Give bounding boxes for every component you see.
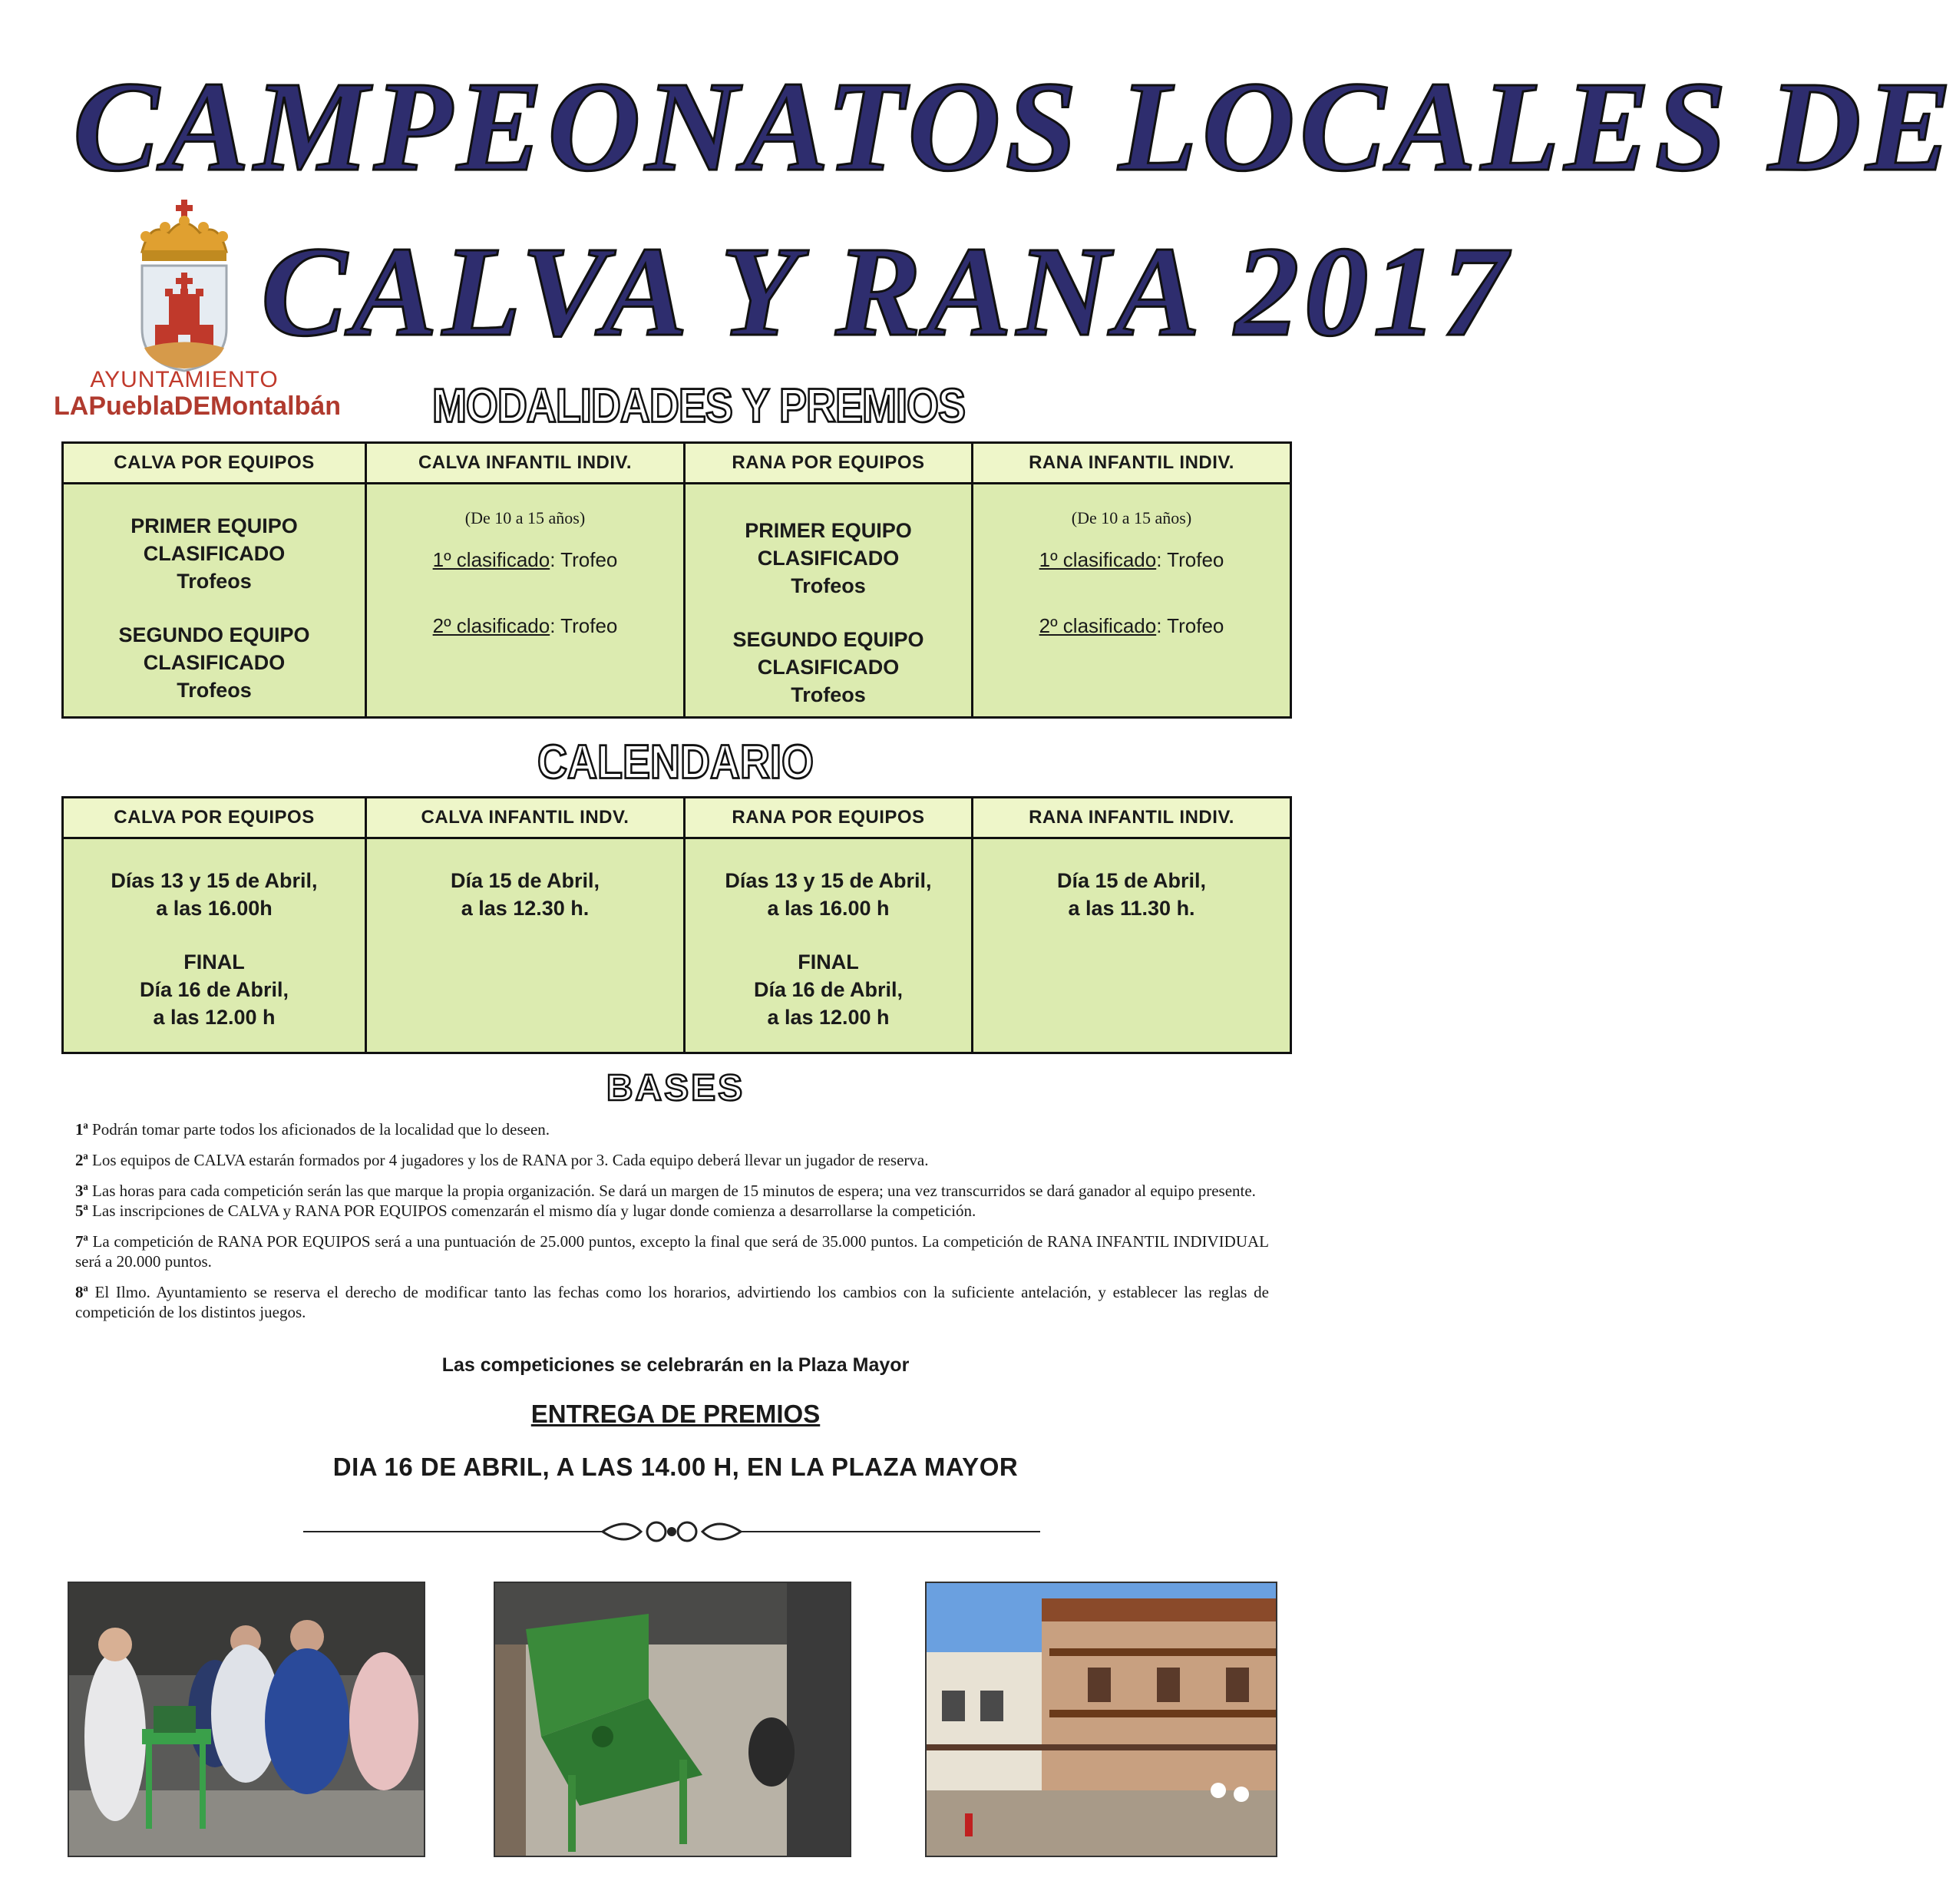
date-line2: a las 11.30 h.: [1068, 897, 1195, 920]
modalidades-table: [61, 441, 1292, 719]
age-range: (De 10 a 15 años): [1071, 508, 1192, 527]
first-team-line2: CLASIFICADO: [757, 547, 900, 570]
cell-rana-infantil-dates: [973, 838, 1291, 1053]
bases-heading: BASES: [606, 1068, 745, 1109]
final-time: a las 12.00 h: [767, 1006, 890, 1029]
second-team-prize: Trofeos: [177, 679, 252, 702]
first-place-label: 1º clasificado: [1039, 548, 1157, 571]
final-label: FINAL: [798, 950, 859, 973]
awards-heading: ENTREGA DE PREMIOS: [530, 1400, 821, 1428]
date-line2: a las 12.30 h.: [461, 897, 590, 920]
header-rana-equipos: RANA POR EQUIPOS: [685, 443, 973, 484]
photo-rana-game: [494, 1582, 851, 1857]
dates-line2: a las 16.00h: [156, 897, 273, 920]
cell-calva-infantil-prizes: [366, 484, 685, 718]
bases-item: 3ª Las horas para cada competición serán las que marque la propia organización. Se dará un margen de 15 minutos de espera; una vez transcurridos se dará ganador al equipo presente.: [75, 1182, 1256, 1200]
dates-line1: Días 13 y 15 de Abril,: [725, 869, 932, 892]
competition-venue: Las competiciones se celebrarán en la Plaza Mayor: [441, 1354, 910, 1376]
header-calva-infantil: CALVA INFANTIL INDIV.: [366, 443, 685, 484]
second-team-prize: Trofeos: [791, 683, 866, 706]
second-team-line1: SEGUNDO EQUIPO: [732, 628, 924, 651]
first-place-prize: : Trofeo: [550, 548, 618, 571]
first-place-prize: : Trofeo: [1156, 548, 1224, 571]
bases-item: 7ª La competición de RANA POR EQUIPOS será a una puntuación de 25.000 puntos, excepto la final que será de 35.000 puntos. La competición de RANA INFANTIL INDIVIDUAL será a 20.000 puntos.: [75, 1232, 1269, 1271]
first-team-prize: Trofeos: [177, 570, 252, 593]
final-time: a las 12.00 h: [153, 1006, 276, 1029]
header-calva-infantil: CALVA INFANTIL INDV.: [366, 798, 685, 838]
first-team-prize: Trofeos: [791, 574, 866, 597]
photo-players-calva: [68, 1582, 425, 1857]
cell-calva-infantil-dates: [366, 838, 685, 1053]
final-date: Día 16 de Abril,: [139, 978, 289, 1001]
age-range: (De 10 a 15 años): [464, 508, 586, 527]
second-place-label: 2º clasificado: [432, 614, 550, 637]
header-rana-equipos: RANA POR EQUIPOS: [685, 798, 973, 838]
header-calva-equipos: CALVA POR EQUIPOS: [63, 798, 366, 838]
bases-item: 1ª Podrán tomar parte todos los aficionados de la localidad que lo deseen.: [75, 1120, 550, 1139]
cell-rana-infantil-prizes: [973, 484, 1291, 718]
cell-calva-equipos-dates: [63, 838, 366, 1053]
logo-text-town: LAPueblaDEMontalbán: [54, 392, 342, 421]
final-date: Día 16 de Abril,: [753, 978, 904, 1001]
ornament-divider-icon: [303, 1512, 1040, 1551]
bases-item: 5ª Las inscripciones de CALVA y RANA POR EQUIPOS comenzarán el mismo día y lugar donde comienza a desarrollarse la competición.: [75, 1202, 976, 1220]
header-rana-infantil: RANA INFANTIL INDIV.: [973, 798, 1291, 838]
bases-item: 2ª Los equipos de CALVA estarán formados por 4 jugadores y los de RANA por 3. Cada equipo deberá llevar un jugador de reserva.: [75, 1151, 929, 1169]
dates-line2: a las 16.00 h: [767, 897, 890, 920]
second-place-label: 2º clasificado: [1039, 614, 1157, 637]
first-team-line1: PRIMER EQUIPO: [745, 519, 912, 542]
calendario-heading: CALENDARIO: [537, 735, 814, 789]
first-team-line2: CLASIFICADO: [143, 542, 286, 565]
second-team-line2: CLASIFICADO: [143, 651, 286, 674]
modalidades-heading: MODALIDADES Y PREMIOS: [431, 379, 966, 433]
cell-calva-equipos-prizes: [63, 484, 366, 718]
page-title-line2: CALVA Y RANA 2017: [261, 220, 1512, 363]
header-calva-equipos: CALVA POR EQUIPOS: [63, 443, 366, 484]
calendario-table: [61, 796, 1292, 1054]
date-line1: Día 15 de Abril,: [1056, 869, 1207, 892]
photo-plaza-mayor: [925, 1582, 1277, 1857]
cell-rana-equipos-prizes: [685, 484, 973, 718]
first-place-label: 1º clasificado: [432, 548, 550, 571]
final-label: FINAL: [183, 950, 245, 973]
first-team-line1: PRIMER EQUIPO: [131, 514, 298, 537]
second-place-prize: : Trofeo: [550, 614, 618, 637]
second-place-prize: : Trofeo: [1156, 614, 1224, 637]
second-team-line1: SEGUNDO EQUIPO: [118, 623, 310, 646]
dates-line1: Días 13 y 15 de Abril,: [111, 869, 318, 892]
awards-date: DIA 16 DE ABRIL, A LAS 14.00 H, EN LA PLAZA MAYOR: [332, 1453, 1019, 1481]
cell-rana-equipos-dates: [685, 838, 973, 1053]
header-rana-infantil: RANA INFANTIL INDIV.: [973, 443, 1291, 484]
second-team-line2: CLASIFICADO: [757, 656, 900, 679]
bases-item: 8ª El Ilmo. Ayuntamiento se reserva el derecho de modificar tanto las fechas como los horarios, advirtiendo los cambios con la suficiente antelación, y establecer las reglas de competición de los distintos juegos.: [75, 1283, 1269, 1321]
page-title-line1: CAMPEONATOS LOCALES DE: [73, 55, 1956, 198]
logo-text-ayuntamiento: AYUNTAMIENTO: [90, 367, 279, 392]
bases-list: [75, 1119, 1269, 1333]
date-line1: Día 15 de Abril,: [450, 869, 600, 892]
